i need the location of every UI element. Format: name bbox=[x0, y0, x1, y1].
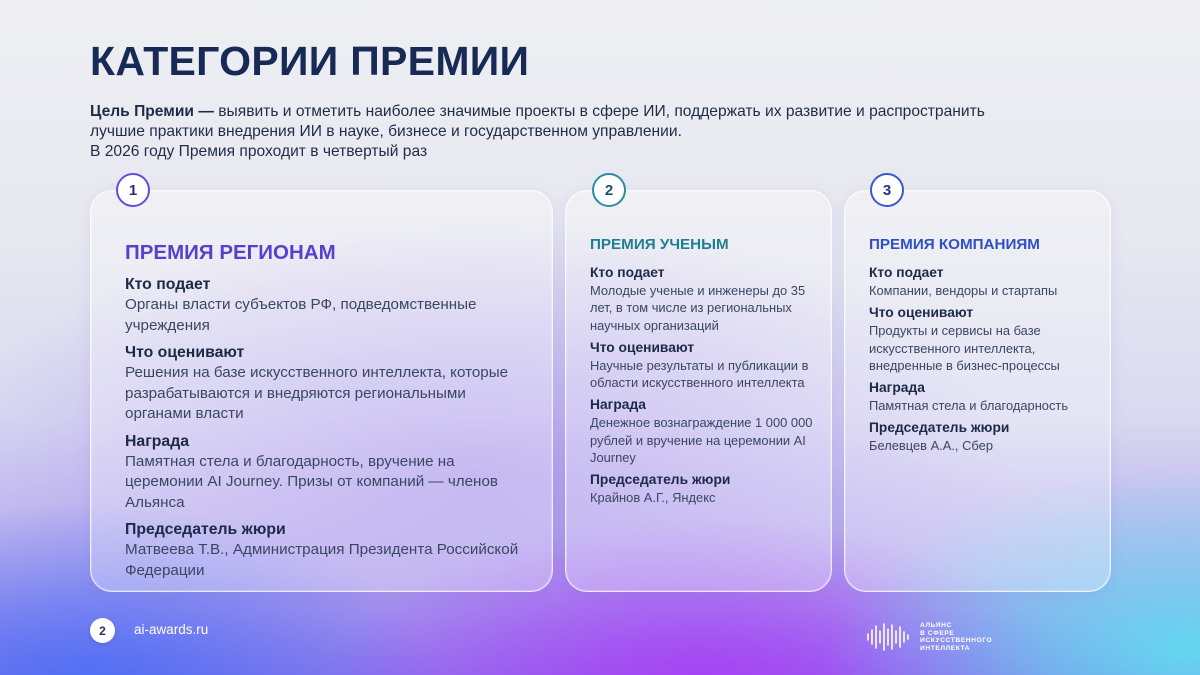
section-heading: Председатель жюри bbox=[869, 420, 1010, 436]
logo-text-line: ИСКУССТВЕННОГО bbox=[920, 637, 993, 645]
card-title: ПРЕМИЯ КОМПАНИЯМ bbox=[869, 236, 1040, 253]
section-text: Памятная стела и благодарность bbox=[869, 398, 1069, 414]
intro-text bbox=[90, 102, 1140, 162]
section-heading: Кто подает bbox=[125, 276, 211, 293]
section-heading: Председатель жюри bbox=[125, 521, 286, 538]
card-number-badge: 1 bbox=[116, 173, 150, 207]
card-body bbox=[125, 274, 535, 587]
section-heading: Что оценивают bbox=[125, 344, 245, 361]
alliance-logo bbox=[866, 622, 992, 652]
section-heading: Председатель жюри bbox=[590, 472, 731, 488]
section-text: Научные результаты и публикации в области искусственного интеллекта bbox=[590, 357, 809, 391]
section-text: Памятная стела и благодарность, вручение на церемонии AI Journey. Призы от компаний — членов Альянса bbox=[125, 452, 498, 511]
intro-line-2: лучшие практики внедрения ИИ в науке, бизнесе и государственном управлении. bbox=[90, 123, 682, 140]
section-heading: Кто подает bbox=[869, 265, 944, 280]
page-number-badge: 2 bbox=[90, 618, 115, 643]
section-heading: Что оценивают bbox=[590, 339, 695, 355]
section-text: Компании, вендоры и стартапы bbox=[869, 283, 1058, 298]
section-heading: Кто подает bbox=[590, 265, 665, 280]
section-text: Молодые ученые и инженеры до 35 лет, в том числе из региональных научных организаций bbox=[590, 283, 806, 333]
page-title: КАТЕГОРИИ ПРЕМИИ bbox=[90, 38, 530, 84]
section-heading: Награда bbox=[869, 380, 925, 396]
alliance-logo-text bbox=[920, 622, 992, 652]
soundwave-logo-icon bbox=[866, 622, 912, 652]
section-text: Продукты и сервисы на базе искусственного интеллекта, внедренные в бизнес-процессы bbox=[869, 323, 1060, 373]
intro-lead: Цель Премии — bbox=[90, 103, 214, 120]
website-link[interactable]: ai-awards.ru bbox=[134, 622, 209, 637]
logo-text-line: АЛЬЯНС bbox=[920, 622, 952, 629]
intro-lead-rest: выявить и отметить наиболее значимые проекты в сфере ИИ, поддержать их развитие и распространить bbox=[213, 103, 985, 120]
section-text: Белевцев А.А., Сбер bbox=[869, 438, 993, 454]
logo-text-line: В СФЕРЕ bbox=[920, 629, 955, 637]
section-heading: Что оценивают bbox=[869, 305, 974, 321]
logo-text-line: ИНТЕЛЛЕКТА bbox=[920, 644, 971, 652]
card-number-badge: 2 bbox=[592, 173, 626, 207]
section-heading: Награда bbox=[590, 397, 646, 413]
section-text: Органы власти субъектов РФ, подведомственные учреждения bbox=[125, 296, 477, 334]
card-body bbox=[590, 264, 815, 512]
section-text: Денежное вознаграждение 1 000 000 рублей и вручение на церемонии AI Journey bbox=[590, 415, 813, 466]
section-heading: Награда bbox=[125, 432, 190, 450]
card-title: ПРЕМИЯ РЕГИОНАМ bbox=[125, 241, 336, 264]
intro-line-3: В 2026 году Премия проходит в четвертый раз bbox=[90, 143, 428, 160]
section-text: Матвеева Т.В., Администрация Президента Российской Федерации bbox=[125, 541, 519, 579]
card-number-badge: 3 bbox=[870, 173, 904, 207]
intro-line-1 bbox=[90, 102, 1140, 122]
category-card-companies bbox=[844, 190, 1111, 592]
card-body bbox=[869, 264, 1094, 460]
card-title: ПРЕМИЯ УЧЕНЫМ bbox=[590, 236, 729, 253]
category-card-regions bbox=[90, 190, 553, 592]
section-text: Решения на базе искусственного интеллекта, которые разрабатываются и внедряются региональными органами власти bbox=[125, 364, 509, 422]
category-card-scientists bbox=[565, 190, 832, 592]
section-text: Крайнов А.Г., Яндекс bbox=[590, 490, 716, 506]
